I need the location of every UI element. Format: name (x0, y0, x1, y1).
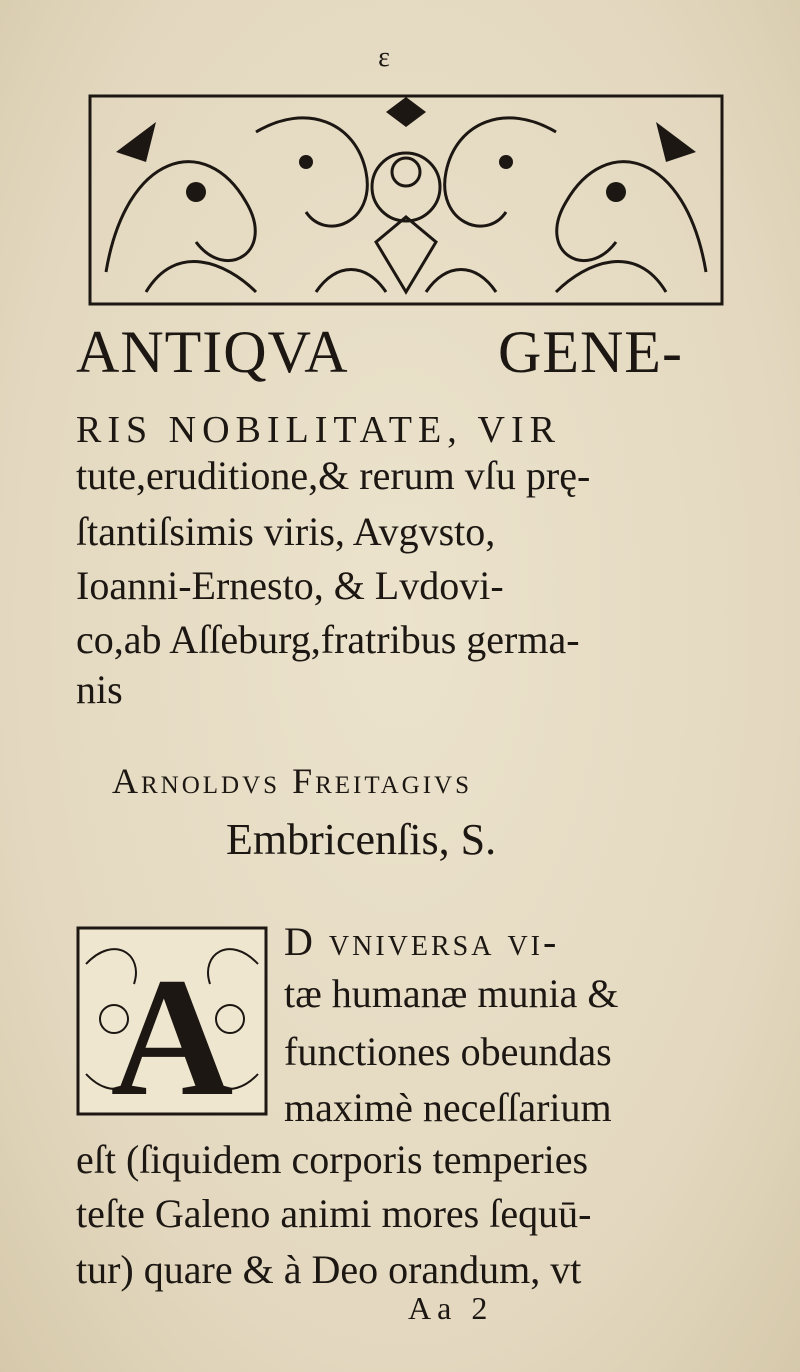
author-origin: Embricenſis, S. (226, 815, 497, 864)
indented-line-1: D vniversa vi- (284, 919, 560, 964)
title-line-2: RIS NOBILITATE, VIR (76, 409, 561, 451)
svg-text:A: A (110, 943, 234, 1118)
body-line-5: nis (76, 667, 123, 712)
indented-line-2: tæ humanæ munia & (284, 971, 619, 1016)
full-line-2: teſte Galeno animi mores ſequū- (76, 1191, 592, 1236)
signature-mark: Aa 2 (408, 1290, 494, 1326)
author-name: Arnoldvs Freitagivs (112, 761, 473, 801)
page-number: ε (378, 42, 390, 73)
ornamental-headpiece (86, 92, 726, 308)
full-line-1: eſt (ſiquidem corporis temperies (76, 1137, 589, 1182)
body-line-3: Ioanni-Ernesto, & Lvdovi- (76, 563, 504, 608)
indented-line-4: maximè neceſſarium (284, 1085, 612, 1130)
indented-line-3: functiones obeundas (284, 1029, 612, 1074)
body-line-4: co,ab Aſſeburg,fratribus germa- (76, 617, 580, 662)
title-line-1 (76, 318, 706, 387)
title-word-1: ANTIQVA (76, 319, 349, 385)
full-line-3: tur) quare & à Deo orandum, vt (76, 1247, 582, 1292)
title-word-2: GENE- (498, 319, 683, 385)
decorated-initial (74, 924, 270, 1118)
initial-ornament (74, 924, 270, 1118)
body-line-1: tute,eruditione,& rerum vſu prę- (76, 453, 591, 498)
body-line-2: ſtantiſsimis viris, Avgvsto, (76, 509, 496, 554)
